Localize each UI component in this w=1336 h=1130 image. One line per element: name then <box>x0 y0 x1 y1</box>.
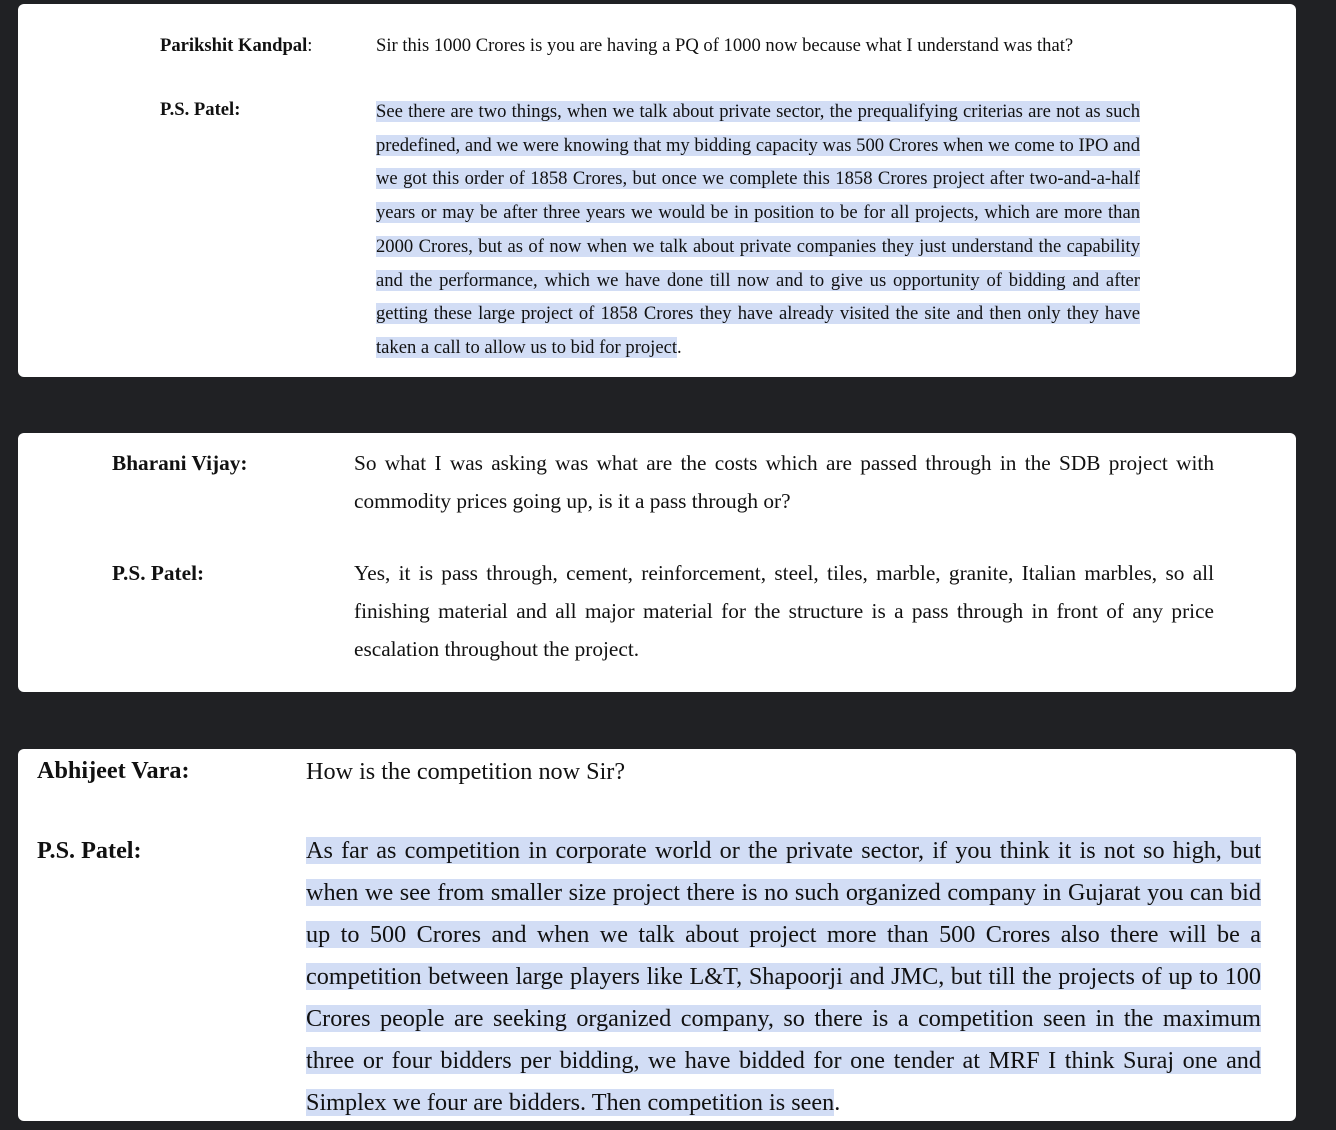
speaker-text: Yes, it is pass through, cement, reinforcement, steel, tiles, marble, granite, Italian marbles, so all finishing material and all major material for the structure is a pass through in front of any price escalation throughout the project. <box>354 561 1214 661</box>
text-tail: . <box>834 1089 841 1116</box>
transcript-card-3 <box>18 749 1296 1121</box>
speaker-text: Sir this 1000 Crores is you are having a PQ of 1000 now because what I understand was that? <box>376 35 1074 56</box>
highlighted-text[interactable]: As far as competition in corporate world or the private sector, if you think it is not so high, but when we see from smaller size project there is no such organized company in Gujarat you can bid up to 500 Crores and when we talk about project more than 500 Crores also there will be a competition between large players like L&T, Shapoorji and JMC, but till the projects of up to 100 Crores people are seeking organized company, so there is a competition seen in the maximum three or four bidders per bidding, we have bidded for one tender at MRF I think Suraj one and Simplex we four are bidders. Then competition is seen <box>306 837 1261 1116</box>
speaker-name: P.S. Patel: <box>160 99 241 120</box>
speaker-name: P.S. Patel: <box>37 837 142 864</box>
speaker-name: Bharani Vijay: <box>112 451 248 475</box>
speaker-name-text: Parikshit Kandpal <box>160 35 308 56</box>
text-tail: . <box>677 336 682 358</box>
speaker-name: Abhijeet Vara: <box>37 757 190 784</box>
speaker-text: How is the competition now Sir? <box>306 758 626 785</box>
transcript-card-1 <box>18 4 1296 377</box>
speaker-name <box>160 35 312 57</box>
speaker-text <box>306 830 1261 1124</box>
speaker-text <box>376 95 1140 365</box>
speaker-name: P.S. Patel: <box>112 561 205 585</box>
speaker-colon: : <box>307 35 313 56</box>
highlighted-text[interactable]: See there are two things, when we talk about private sector, the prequalifying criterias are not as such predefined, and we were knowing that my bidding capacity was 500 Crores when we come to IPO and we got this order of 1858 Crores, but once we complete this 1858 Crores project after two-and-a-half years or may be after three years we would be in position to be for all projects, which are more than 2000 Crores, but as of now when we talk about private companies they just understand the capability and the performance, which we have done till now and to give us opportunity of bidding and after getting these large project of 1858 Crores they have already visited the site and then only they have taken a call to allow us to bid for project <box>376 101 1140 358</box>
transcript-card-2 <box>18 433 1296 692</box>
speaker-text: So what I was asking was what are the costs which are passed through in the SDB project with commodity prices going up, is it a pass through or? <box>354 451 1214 513</box>
